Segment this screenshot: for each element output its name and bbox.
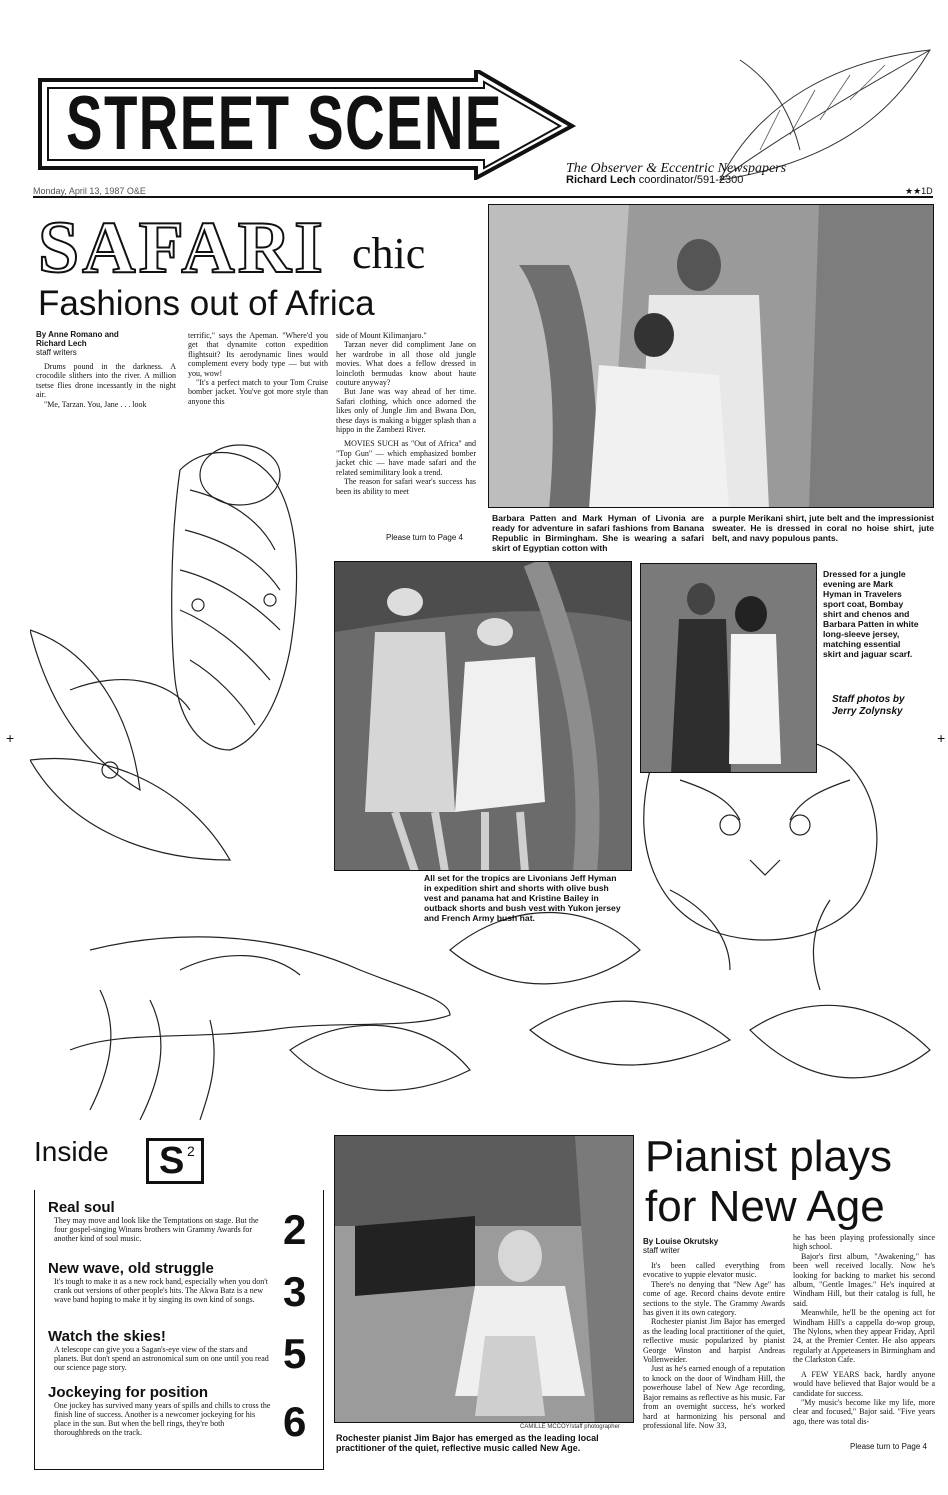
pianist-byline [643, 1237, 763, 1255]
paragraph: It's been called everything from evocative to yuppie elevator music. [643, 1261, 785, 1280]
item-title: Jockeying for position [48, 1384, 209, 1401]
item-title: Watch the skies! [48, 1328, 166, 1345]
item-page-number: 6 [283, 1398, 307, 1445]
paragraph: "Me, Tarzan. You, Jane . . . look [44, 399, 147, 409]
paragraph: Meanwhile, he'll be the opening act for Windham Hill's a cappella do-wop group, The Nylons, when they appear Friday, April 24, at the Premier Center. He also appears regularly at Appeteasers in Birmingham and the Clarkston Cafe. [793, 1308, 935, 1365]
inside-item-3[interactable] [48, 1328, 272, 1372]
safari-main-caption-a: Barbara Patten and Mark Hyman of Livonia are ready for adventure in safari fashions from Banana Republic in Birmingham. She is wearing a safari skirt of Egyptian cotton with [492, 513, 704, 553]
item-title: New wave, old struggle [48, 1260, 214, 1277]
safari-main-caption-b: a purple Merikani shirt, jute belt and the impressionist sweater. He is dressed in coral no hoise shirt, jute belt, and navy populous pants. [712, 513, 934, 543]
item-text: A telescope can give you a Sagan's-eye view of the stars and planets. But don't spend an astronomical sum on one until you read our science page story. [54, 1345, 269, 1372]
safari-main-photo [488, 204, 934, 508]
s2-badge [146, 1138, 204, 1184]
safari-center-photo [334, 561, 632, 871]
section-title: STREET SCENE [66, 81, 503, 166]
byline-role: staff writers [36, 348, 77, 357]
paragraph: "My music's become like my life, more clear and focused," Bajor said. "Five years ago, there was total dis- [793, 1397, 935, 1426]
masthead-rule [33, 196, 933, 198]
safari-column-1 [36, 362, 176, 409]
safari-turn-line: Please turn to Page 4 [386, 533, 463, 542]
paragraph: Bajor's first album, "Awakening," has been well received locally. Now he's looking for backing to market his second album, "Gentle Images." He's inquired at Windham Hill, but their catalog is full, he said. [793, 1251, 935, 1308]
safari-subhead: Fashions out of Africa [38, 284, 375, 323]
byline-role: staff writer [643, 1246, 680, 1255]
registration-mark-left: + [6, 730, 15, 746]
dateline: Monday, April 13, 1987 O&E [33, 186, 146, 196]
paragraph: Just as he's earned enough of a reputation to knock on the door of Windham Hill, the powerhouse label of New Age recording, Bajor remains as reflective as his music. Far from an overnight success, he's worked hard at harmonizing his personal and professional life. Now 33, [643, 1364, 785, 1430]
coordinator-name: Richard Lech [566, 174, 636, 186]
paragraph: There's no denying that "New Age" has come of age. Record chains devote entire sections to the style. The Grammy Awards has given it its own category. [643, 1279, 785, 1318]
inside-title: Inside [34, 1136, 109, 1167]
registration-mark-right: + [937, 730, 946, 746]
photo-couple-tropics [335, 562, 632, 871]
item-text: One jockey has survived many years of spills and chills to cross the finish line of success. Another is a newcomer jockeying for his place in the sun. But when the bell rings, they're both thoroughbreds on the track. [54, 1401, 271, 1437]
edition-mark: ★★1D [905, 186, 933, 196]
badge-letter: S [159, 1140, 185, 1182]
inside-item-4[interactable] [48, 1384, 272, 1437]
pianist-turn-line: Please turn to Page 4 [850, 1442, 927, 1451]
safari-headline: SAFARI [38, 207, 326, 289]
pianist-column-2 [793, 1233, 935, 1426]
coordinator-info: coordinator/591-2300 [638, 174, 744, 186]
paragraph: The reason for safari wear's success has been its ability to meet [336, 477, 476, 496]
item-page-number: 2 [283, 1206, 307, 1253]
photo-couple-evening [641, 564, 817, 773]
pianist-caption: Rochester pianist Jim Bajor has emerged as the leading local practitioner of the quiet, reflective music called New Age. [336, 1433, 599, 1453]
paragraph: Drums pound in the darkness. A crocodile slithers into the river. A million tsetse flies drone incessantly in the night air. [36, 362, 176, 400]
paragraph: MOVIES SUCH as "Out of Africa" and "Top Gun" — which emphasized bomber jacket chic — have made safari and the related semimilitary look a trend. [336, 439, 476, 477]
item-page-number: 5 [283, 1330, 307, 1377]
paragraph: side of Mount Kilimanjaro." [336, 331, 427, 340]
photo-pianist [335, 1136, 634, 1423]
safari-byline [36, 330, 136, 357]
safari-right-photo [640, 563, 817, 773]
pianist-photo [334, 1135, 634, 1423]
paragraph: A FEW YEARS back, hardly anyone would have believed that Bajor would be a candidate for success. [793, 1369, 935, 1398]
pianist-headline: Pianist plays for New Age [645, 1132, 893, 1231]
pianist-column-1 [643, 1261, 785, 1430]
pianist-photo-credit: CAMILLE MCCOY/staff photographer [520, 1424, 620, 1430]
badge-number: 2 [187, 1143, 195, 1159]
paragraph: But Jane was way ahead of her time. Safari clothing, which once adorned the likes only of Jungle Jim and Bwana Don, these days is making a bigger splash than a hippo in the Zambezi River. [336, 387, 476, 435]
safari-center-caption: All set for the tropics are Livonians Jeff Hyman in expedition shirt and shorts with olive bush vest and panama hat and Kristine Bailey in outback shorts and bush vest with Yukon jersey and French Army bush hat. [424, 873, 621, 923]
item-text: They may move and look like the Temptations on stage. But the four gospel-singing Winans brothers win Grammy Awards for another kind of soul music. [54, 1216, 259, 1243]
inside-item-1[interactable] [48, 1199, 272, 1243]
photo-couple-jungle [489, 205, 934, 508]
item-text: It's tough to make it as a new rock band, especially when you don't crank out versions of other people's hits. The Akwa Batz is a new wave band hoping to make it by singing its own kind of songs. [54, 1277, 268, 1304]
item-title: Real soul [48, 1199, 115, 1216]
staff-photo-credit: Staff photos by Jerry Zolynsky [832, 694, 905, 717]
paper-name: The Observer & Eccentric Newspapers [566, 161, 787, 176]
item-page-number: 3 [283, 1268, 307, 1315]
paragraph: he has been playing professionally since high school. [793, 1233, 935, 1252]
safari-right-caption: Dressed for a jungle evening are Mark Hyman in Travelers sport coat, Bombay shirt and chenos and Barbara Patten in white long-sleeve jersey, matching essential skirt and jaguar scarf. [823, 569, 919, 659]
byline-name: By Louise Okrutsky [643, 1237, 719, 1246]
paragraph: terrific," says the Apeman. "Where'd you get that dynamite cotton expedition flightsuit? Its aerodynamic lines would complement every body type — but with you, wow! [188, 331, 328, 378]
byline-names: By Anne Romano and Richard Lech [36, 330, 119, 348]
inside-item-2[interactable] [48, 1260, 272, 1304]
safari-column-2 [188, 331, 328, 406]
paragraph: "It's a perfect match to your Tom Cruise bomber jacket. You've got more style than anyone this [188, 378, 328, 406]
paragraph: Tarzan never did compliment Jane on her wardrobe in all those old jungle movies. What does a fellow dressed in loincloth bermudas know about haute couture anyway? [336, 340, 476, 388]
paragraph: Rochester pianist Jim Bajor has emerged as the leading local practitioner of the quiet, reflective music popularized by pianist George Winston and harpist Andreas Vollenweider. [643, 1317, 785, 1365]
safari-headline-chic: chic [352, 229, 426, 278]
coordinator-line [566, 174, 743, 186]
